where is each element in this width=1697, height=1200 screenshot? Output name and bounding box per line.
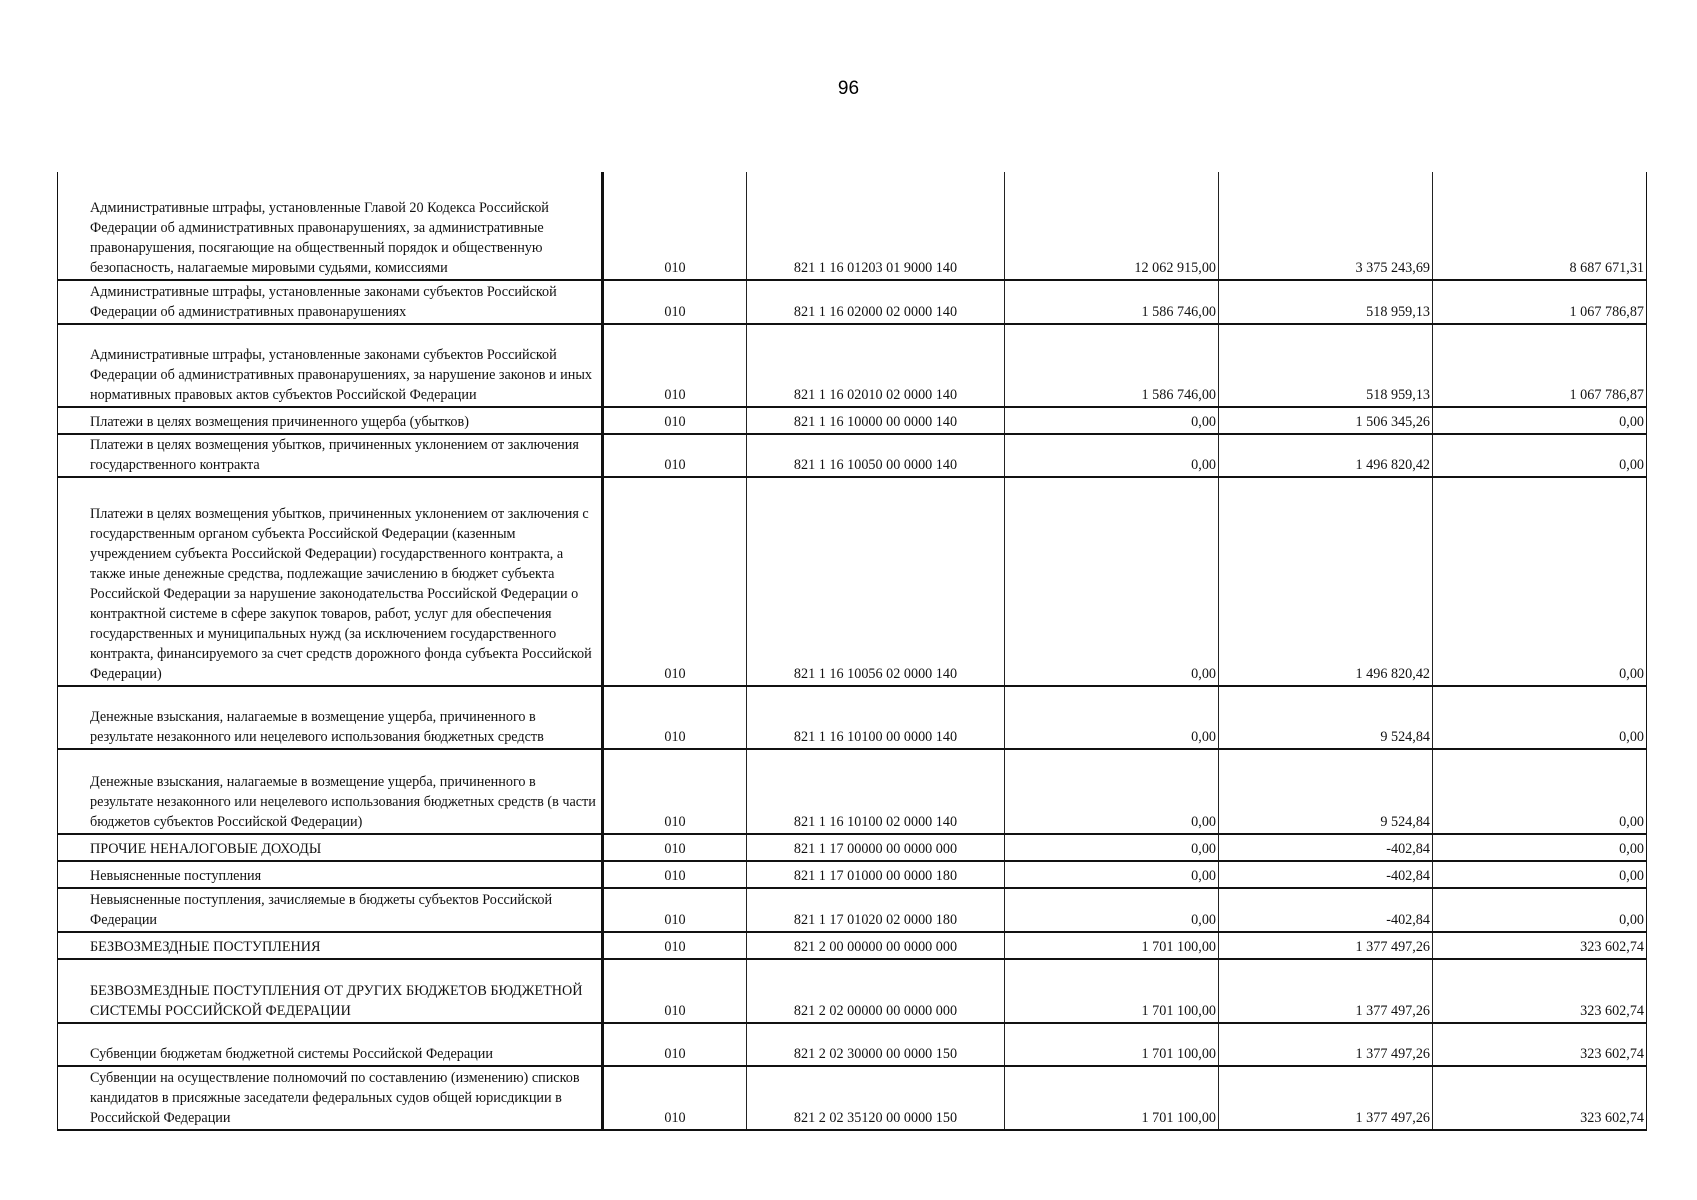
row-unexecuted-amount-cell: 0,00 xyxy=(1433,749,1647,834)
page-number: 96 xyxy=(837,78,860,99)
row-name-cell: Платежи в целях возмещения убытков, причиненных уклонением от заключения государственного контракта xyxy=(58,434,603,477)
row-name-cell: Платежи в целях возмещения причиненного ущерба (убытков) xyxy=(58,407,603,434)
row-executed-amount-cell: 518 959,13 xyxy=(1219,324,1433,407)
row-approved-amount-cell: 0,00 xyxy=(1005,888,1219,932)
row-name-cell: БЕЗВОЗМЕЗДНЫЕ ПОСТУПЛЕНИЯ ОТ ДРУГИХ БЮДЖЕТОВ БЮДЖЕТНОЙ СИСТЕМЫ РОССИЙСКОЙ ФЕДЕРАЦИИ xyxy=(58,959,603,1023)
table-body xyxy=(58,172,1647,1130)
row-executed-amount-cell: 1 377 497,26 xyxy=(1219,1066,1433,1130)
row-budget-code-cell: 821 2 02 30000 00 0000 150 xyxy=(747,1023,1005,1066)
row-line-code-cell: 010 xyxy=(603,1066,747,1130)
row-name-cell: БЕЗВОЗМЕЗДНЫЕ ПОСТУПЛЕНИЯ xyxy=(58,932,603,959)
row-unexecuted-amount-cell: 0,00 xyxy=(1433,434,1647,477)
table-row xyxy=(58,324,1647,407)
row-approved-amount-cell: 1 701 100,00 xyxy=(1005,1066,1219,1130)
row-unexecuted-amount-cell: 8 687 671,31 xyxy=(1433,172,1647,280)
row-approved-amount-cell: 0,00 xyxy=(1005,434,1219,477)
table-row xyxy=(58,407,1647,434)
row-executed-amount-cell: 518 959,13 xyxy=(1219,280,1433,324)
table-row xyxy=(58,477,1647,686)
row-unexecuted-amount-cell: 323 602,74 xyxy=(1433,959,1647,1023)
row-approved-amount-cell: 0,00 xyxy=(1005,477,1219,686)
row-approved-amount-cell: 1 586 746,00 xyxy=(1005,324,1219,407)
table-row xyxy=(58,861,1647,888)
row-line-code-cell: 010 xyxy=(603,324,747,407)
row-name-cell: Денежные взыскания, налагаемые в возмещение ущерба, причиненного в результате незаконного или нецелевого использования бюджетных средств (в части бюджетов субъектов Российской Федерации) xyxy=(58,749,603,834)
row-line-code-cell: 010 xyxy=(603,1023,747,1066)
row-executed-amount-cell: -402,84 xyxy=(1219,834,1433,861)
row-name-cell: Платежи в целях возмещения убытков, причиненных уклонением от заключения с государственным органом субъекта Российской Федерации (казенным учреждением субъекта Российской Федерации) государственного контракта, а также иные денежные средства, подлежащие зачислению в бюджет субъекта Российской Федерации за нарушение законодательства Российской Федерации о контрактной системе в сфере закупок товаров, работ, услуг для обеспечения государственных и муниципальных нужд (за исключением государственного контракта, финансируемого за счет средств дорожного фонда субъекта Российской Федерации) xyxy=(58,477,603,686)
row-approved-amount-cell: 0,00 xyxy=(1005,407,1219,434)
budget-report-table xyxy=(57,172,1647,1131)
row-name-cell: Невыясненные поступления, зачисляемые в бюджеты субъектов Российской Федерации xyxy=(58,888,603,932)
table-row xyxy=(58,1066,1647,1130)
row-line-code-cell: 010 xyxy=(603,861,747,888)
row-name-cell: Денежные взыскания, налагаемые в возмещение ущерба, причиненного в результате незаконного или нецелевого использования бюджетных средств xyxy=(58,686,603,749)
row-line-code-cell: 010 xyxy=(603,434,747,477)
row-line-code-cell: 010 xyxy=(603,932,747,959)
table-row xyxy=(58,888,1647,932)
row-name-cell: Административные штрафы, установленные законами субъектов Российской Федерации об административных правонарушениях, за нарушение законов и иных нормативных правовых актов субъектов Российской Федерации xyxy=(58,324,603,407)
row-executed-amount-cell: 9 524,84 xyxy=(1219,749,1433,834)
row-budget-code-cell: 821 1 16 10000 00 0000 140 xyxy=(747,407,1005,434)
row-budget-code-cell: 821 1 16 02000 02 0000 140 xyxy=(747,280,1005,324)
row-approved-amount-cell: 0,00 xyxy=(1005,834,1219,861)
row-name-cell: Субвенции на осуществление полномочий по составлению (изменению) списков кандидатов в присяжные заседатели федеральных судов общей юрисдикции в Российской Федерации xyxy=(58,1066,603,1130)
row-unexecuted-amount-cell: 0,00 xyxy=(1433,834,1647,861)
row-executed-amount-cell: -402,84 xyxy=(1219,861,1433,888)
row-executed-amount-cell: 3 375 243,69 xyxy=(1219,172,1433,280)
row-executed-amount-cell: 1 506 345,26 xyxy=(1219,407,1433,434)
table-row xyxy=(58,749,1647,834)
row-budget-code-cell: 821 2 02 00000 00 0000 000 xyxy=(747,959,1005,1023)
row-approved-amount-cell: 0,00 xyxy=(1005,749,1219,834)
row-budget-code-cell: 821 1 17 01020 02 0000 180 xyxy=(747,888,1005,932)
row-budget-code-cell: 821 1 16 10050 00 0000 140 xyxy=(747,434,1005,477)
row-executed-amount-cell: 9 524,84 xyxy=(1219,686,1433,749)
row-unexecuted-amount-cell: 1 067 786,87 xyxy=(1433,324,1647,407)
row-executed-amount-cell: 1 496 820,42 xyxy=(1219,477,1433,686)
table-row xyxy=(58,172,1647,280)
row-executed-amount-cell: 1 377 497,26 xyxy=(1219,1023,1433,1066)
table-row xyxy=(58,834,1647,861)
row-budget-code-cell: 821 1 16 01203 01 9000 140 xyxy=(747,172,1005,280)
row-unexecuted-amount-cell: 0,00 xyxy=(1433,407,1647,434)
row-name-cell: ПРОЧИЕ НЕНАЛОГОВЫЕ ДОХОДЫ xyxy=(58,834,603,861)
row-executed-amount-cell: 1 377 497,26 xyxy=(1219,932,1433,959)
row-unexecuted-amount-cell: 0,00 xyxy=(1433,477,1647,686)
row-line-code-cell: 010 xyxy=(603,280,747,324)
table-row xyxy=(58,932,1647,959)
row-approved-amount-cell: 0,00 xyxy=(1005,686,1219,749)
row-line-code-cell: 010 xyxy=(603,407,747,434)
table-row xyxy=(58,1023,1647,1066)
table-row xyxy=(58,959,1647,1023)
row-approved-amount-cell: 0,00 xyxy=(1005,861,1219,888)
row-unexecuted-amount-cell: 323 602,74 xyxy=(1433,1066,1647,1130)
row-name-cell: Невыясненные поступления xyxy=(58,861,603,888)
row-approved-amount-cell: 12 062 915,00 xyxy=(1005,172,1219,280)
row-line-code-cell: 010 xyxy=(603,749,747,834)
row-unexecuted-amount-cell: 0,00 xyxy=(1433,861,1647,888)
row-line-code-cell: 010 xyxy=(603,686,747,749)
row-budget-code-cell: 821 1 16 10100 02 0000 140 xyxy=(747,749,1005,834)
row-budget-code-cell: 821 2 02 35120 00 0000 150 xyxy=(747,1066,1005,1130)
row-name-cell: Административные штрафы, установленные законами субъектов Российской Федерации об административных правонарушениях xyxy=(58,280,603,324)
row-budget-code-cell: 821 1 16 02010 02 0000 140 xyxy=(747,324,1005,407)
table-row xyxy=(58,280,1647,324)
row-unexecuted-amount-cell: 1 067 786,87 xyxy=(1433,280,1647,324)
row-budget-code-cell: 821 1 16 10056 02 0000 140 xyxy=(747,477,1005,686)
row-approved-amount-cell: 1 701 100,00 xyxy=(1005,932,1219,959)
row-budget-code-cell: 821 1 17 00000 00 0000 000 xyxy=(747,834,1005,861)
row-executed-amount-cell: 1 496 820,42 xyxy=(1219,434,1433,477)
row-unexecuted-amount-cell: 0,00 xyxy=(1433,888,1647,932)
row-line-code-cell: 010 xyxy=(603,959,747,1023)
table-row xyxy=(58,686,1647,749)
row-approved-amount-cell: 1 701 100,00 xyxy=(1005,959,1219,1023)
row-budget-code-cell: 821 2 00 00000 00 0000 000 xyxy=(747,932,1005,959)
row-name-cell: Административные штрафы, установленные Главой 20 Кодекса Российской Федерации об административных правонарушениях, за административные правонарушения, посягающие на общественный порядок и общественную безопасность, налагаемые мировыми судьями, комиссиями xyxy=(58,172,603,280)
row-unexecuted-amount-cell: 0,00 xyxy=(1433,686,1647,749)
row-unexecuted-amount-cell: 323 602,74 xyxy=(1433,1023,1647,1066)
row-budget-code-cell: 821 1 16 10100 00 0000 140 xyxy=(747,686,1005,749)
table-row xyxy=(58,434,1647,477)
row-line-code-cell: 010 xyxy=(603,172,747,280)
row-name-cell: Субвенции бюджетам бюджетной системы Российской Федерации xyxy=(58,1023,603,1066)
row-unexecuted-amount-cell: 323 602,74 xyxy=(1433,932,1647,959)
row-line-code-cell: 010 xyxy=(603,477,747,686)
row-line-code-cell: 010 xyxy=(603,888,747,932)
row-budget-code-cell: 821 1 17 01000 00 0000 180 xyxy=(747,861,1005,888)
row-line-code-cell: 010 xyxy=(603,834,747,861)
row-approved-amount-cell: 1 701 100,00 xyxy=(1005,1023,1219,1066)
row-approved-amount-cell: 1 586 746,00 xyxy=(1005,280,1219,324)
row-executed-amount-cell: 1 377 497,26 xyxy=(1219,959,1433,1023)
row-executed-amount-cell: -402,84 xyxy=(1219,888,1433,932)
